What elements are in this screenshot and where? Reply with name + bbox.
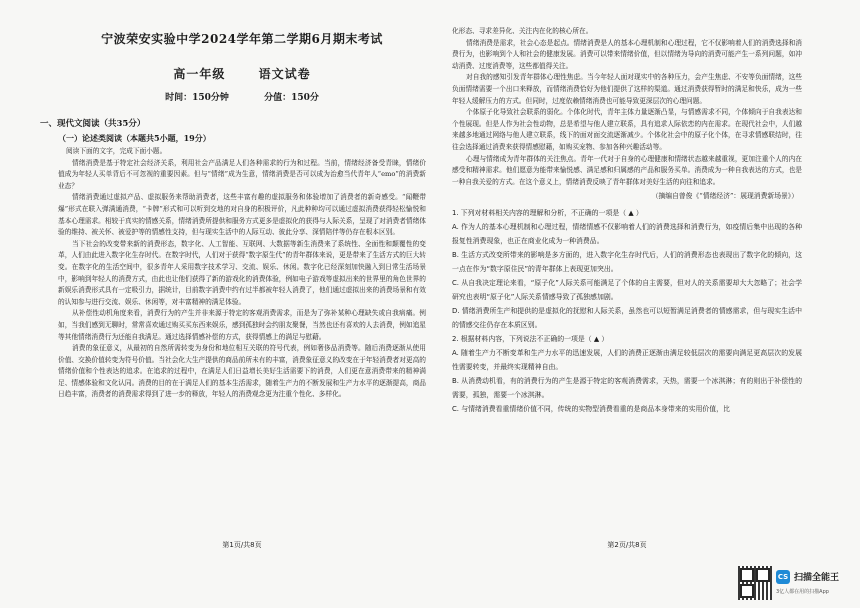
page-footer: 第2页/共8页	[607, 541, 647, 549]
passage-paragraph: 消费的象征意义，从最初的自然所需转变为身份和地位相互关联的符号代表，例如奢侈品消费等。随后消费逐渐从使用价值、交换价值转变为符号价值。当社会化大生产提供的商品前所未有的丰富，消费象征意义的改变在于年轻消费者对更高的情绪价值和个性表达的追求。在追求的过程中，在满足人们日益增长美好生活需要下的消费，人们更在意消费带来的精神满足、情感体验和文化认同。消费的目的在于满足人们的基本生活需求，随着生产力的不断发展和生产力水平的逐渐提高，商品日趋丰富，消费者的消费需求得到了进一步的释放，年轻人的消费观念更为注重个性化、多样化。	[58, 344, 426, 399]
time-label: 时间：150分钟	[165, 93, 229, 103]
exam-title: 宁波荣安实验中学2024学年第二学期6月期末考试	[101, 32, 383, 46]
passage-paragraph: 心理与情绪成为青年群体的关注焦点。青年一代对于自身的心理健康和情绪状态越来越重视，更加注重个人的内在感受和精神需求。他们愿意为能带来愉悦感、满足感和归属感的产品和服务买单。消费成为一种自我表达的方式，也是一种自我关爱的方式。在这个意义上，情绪消费反映了青年群体对美好生活的向往和追求。	[452, 154, 802, 186]
source-citation: （摘编自曾俊《“情绪经济”：展现消费新场景》）	[651, 192, 798, 201]
question-2: 2. 根据材料内容，下列说法不正确的一项是（ ▲ ）	[452, 335, 609, 344]
page-footer: 第1页/共8页	[222, 541, 262, 549]
question-1-option-d: D. 情绪消费所生产和提供的是虚拟化的抚慰和人际关系，虽然也可以短暂满足消费者的情感需求，但与现实生活中的情感交往仍存在本质区别。	[452, 307, 802, 330]
camscanner-logo-icon: CS	[776, 570, 790, 584]
question-2-option-b: B. 从消费动机看，有的消费行为的产生是源于特定的客观消费需求，天热，需要一个冰淇淋；有的则出于补偿性的需要，孤独，需要一个冰淇淋。	[452, 377, 802, 400]
exam-subtitle	[58, 65, 426, 82]
passage-paragraph: 对自我的感知引发青年群体心理性焦虑。当今年轻人面对现实中的各种压力，会产生焦虑、不安等负面情绪，这些负面情绪需要一个出口来释放，而情绪消费恰好为他们提供了这样的渠道。通过消费获得暂时的满足和快乐，成为一些年轻人缓解压力的方式。但同时，过度依赖情绪消费也可能导致更深层次的心理问题。	[452, 73, 802, 105]
grade-label: 高一年级	[173, 67, 226, 81]
passage-paragraph: 从补偿性动机角度来看，消费行为的产生并非来源于特定的客观消费需求，而是为了弥补某种心理缺失或自我病痛。例如，当我们感到无聊时，常常喜欢通过购买买东西来娱乐，感到孤独时会约朋友聚餐，当然也还有喜欢的人去消费，例如追星等其他情绪消费行为还能自我满足。通过选择情感补偿的方式，获得情感上的满足与慰藉。	[58, 309, 426, 341]
scanner-tagline: 3亿人都在用的扫描App	[776, 589, 829, 595]
instruction: 阅读下面的文字，完成下面小题。	[66, 147, 167, 155]
passage-paragraph: 情绪消费通过虚拟产品、虚拟服务来帮助消费者，这些丰富有趣的虚拟服务和体验增加了消费者的新奇感受。“闻鞭带爆”形式在联入弹满通消费，“卡牌”形式和可以听到交地的对自身的积极评价，凡此种种均可以通过虚拟消费获得轻松愉悦和基本心理需求。相较于真实的情感关系，情绪消费所提供和服务方式更多是虚拟化的获得与人际关系，呈现了对消费者情绪体验的维持、被关怀、被爱护等的情感性支持，但与现实生活中的人际互动、彼此分享、深情陪伴等仍存在根本区别。	[58, 193, 426, 237]
question-1-option-a: A. 作为人的基本心理机制和心理过程，情绪情感不仅影响着人们的消费选择和消费行为，如疫情后集中出现的各种报复性消费现象，也正在商业化成为一种消费品。	[452, 223, 802, 246]
passage-paragraph: 情绪消费是需求，社会心态是起点。情绪消费是人的基本心理机制和心理过程，它不仅影响着人们的消费选择和消费行为，也影响到个人和社会的健康发展。消费可以带来情绪价值，但以情绪为导向的消费可能产生一系列问题，如冲动消费、过度消费等，这些都值得关注。	[452, 38, 802, 70]
subject-label: 语文试卷	[258, 67, 311, 81]
qr-code-icon	[738, 566, 772, 600]
score-label: 分值：150分	[264, 93, 319, 103]
question-1-option-b: B. 生活方式改变所带来的影响是多方面的，进入数字化生存时代后，人们的消费形态也表现出了数字化的倾向，这一点在作为“数字原住民”的青年群体上表现更加突出。	[452, 251, 802, 274]
passage-paragraph: 个体原子化导致社会联系的弱化。个体化时代，青年主体力量逐渐凸显，与情感需求不同，个体倾向于自我表达和个性展现。但是人作为社会性动物，总是希望与他人建立联系，具有追求人际依恋的内在需求。在现代社会中，人们越来越多地通过网络与他人建立联系，线下的面对面交流逐渐减少。个体化社会中的原子化个体，在寻求情感联结时，往往会选择通过消费来获得情感慰藉，如购买宠物、参加各种兴趣活动等。	[452, 108, 802, 151]
scanner-app-name: 扫描全能王	[794, 573, 840, 583]
question-2-option-c: C. 与情绪消费看重情绪价值不同，传统的实物型消费看重的是商品本身带来的实用价值，比	[452, 405, 730, 414]
question-2-option-a: A. 随着生产力不断变革和生产力水平的迅速发展，人们的消费正逐渐由满足较低层次的需要向满足更高层次的发展性需要转变，并最终实现精神自由。	[452, 349, 802, 372]
page-1	[40, 0, 426, 608]
exam-meta	[58, 90, 426, 103]
page-2	[452, 0, 802, 608]
passage-paragraph: 当下社会的改变带来新的消费形态，数字化、人工智能、互联网、大数据等新生消费来了系统性、全面性和颠覆性的变革，人们由此进入数字化生存时代。在数字时代，人们对于获得“数字原生代”的青年群体来说，更是带来了生活方式的巨大转变。在数字化的生活空间中，很多青年人采用数字技术学习、交流、娱乐、休闲。数字化已经深刻加快融入到日常生活场景中，影响到年轻人的消费方式，由此也让他们获得了新的游戏化的消费体验，例如电子游戏等虚拟出来的世界里的角色世界的新娱乐消费形式具有一定吸引力，据统计，目前数字消费中约有过半都被年轻人消费了，他们通过虚拟出来的消费场景和有效的认知参与进行交流、娱乐、休闲等，对丰富精神的满足体验。	[58, 239, 426, 306]
passage-paragraph: 化形态、寻求差异化、关注内在化的核心所在。	[452, 27, 593, 35]
question-1: 1. 下列对材料相关内容的理解和分析，不正确的一项是（ ▲ ）	[452, 209, 643, 218]
passage-paragraph: 情绪消费是基于特定社会经济关系，利用社会产品满足人们各种需求的行为和过程。当前，情绪经济备受青睐，情绪价值成为年轻人买单背后不可忽视的重要因素。但与“情绪”成为生意，情绪消费是否可以成为治愈当代青年人“emo”的消费新业态？	[58, 158, 426, 190]
section-heading: 一、现代文阅读（共35分）	[40, 119, 146, 129]
question-1-option-c: C. 从自我决定理论来看，“原子化”人际关系可能满足了个体的自主需要，但对人的关系需要却大大忽略了；社会学研究也表明“原子化”人际关系情感导致了孤独感加剧。	[452, 279, 802, 302]
subsection-heading: （一）论述类阅读（本题共5小题，19分）	[58, 133, 211, 143]
